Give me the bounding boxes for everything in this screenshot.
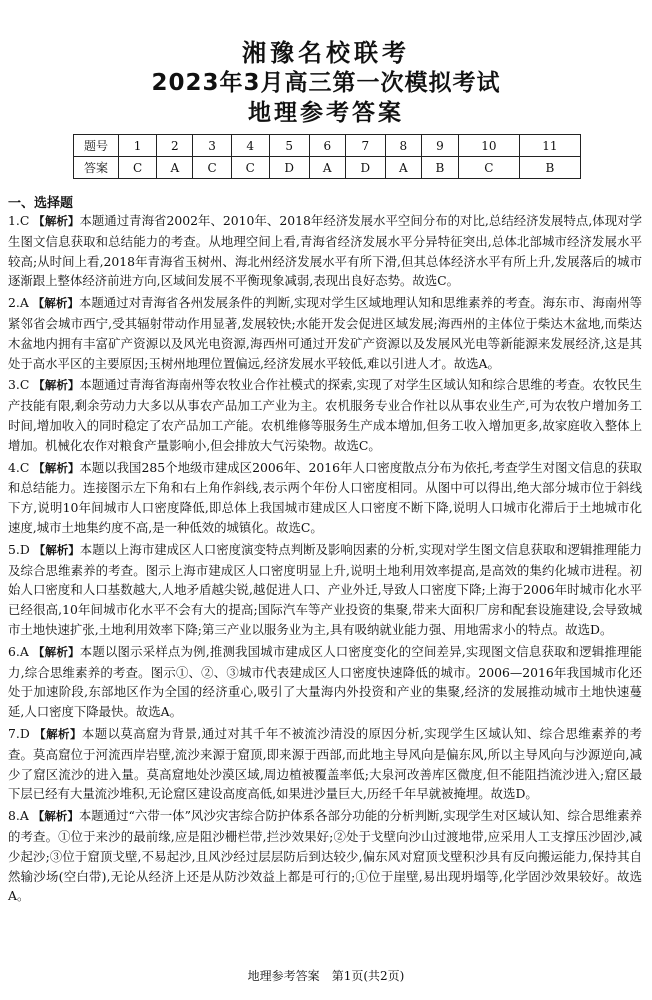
analysis-tag: 【解析】 [33, 378, 80, 393]
analysis-tag: 【解析】 [33, 214, 80, 228]
item-number: 3.C [8, 377, 30, 393]
explanation-item [8, 642, 642, 722]
question-number-cell: 6 [309, 135, 345, 157]
question-number-cell: 10 [458, 135, 519, 157]
answer-cell: D [269, 157, 309, 179]
analysis-tag: 【解析】 [34, 726, 82, 741]
answer-cell: A [157, 157, 193, 179]
item-number: 8.A [8, 808, 29, 824]
explanation-item [8, 375, 642, 455]
analysis-tag: 【解析】 [32, 644, 80, 659]
analysis-tag: 【解析】 [33, 460, 80, 475]
explanation-item [8, 540, 642, 640]
item-number: 6.A [8, 643, 29, 659]
item-number: 2.A [8, 295, 29, 311]
explanation-list [8, 211, 642, 908]
answer-cell: A [309, 157, 345, 179]
document-header [0, 38, 652, 128]
item-number: 4.C [8, 459, 30, 475]
answer-cell: B [421, 157, 458, 179]
item-text: 本题以图示采样点为例,推测我国城市建成区人口密度变化的空间差异,实现图文信息获取和逻辑推理能力,综合思维素养的考查。图示①、②、③城市代表建成区人口密度快速降低的城市。2006—2016年我国城市化还处于加速阶段,东部地区作为全国的经济重心,吸引了大量海内外投资和产业的集聚,经济的发展推动城市土地快速蔓延,人口密度下降最快。故选A。 [8, 643, 642, 720]
explanation-item [8, 806, 642, 906]
question-number-cell: 4 [231, 135, 269, 157]
question-number-row [74, 135, 581, 157]
question-number-cell: 8 [385, 135, 421, 157]
answer-cell: C [119, 157, 157, 179]
footer-page-number: 第1页(共2页) [331, 969, 405, 983]
answer-table [73, 134, 581, 179]
item-text: 本题以我国285个地级市建成区2006年、2016年人口密度散点分布为依托,考查学生对图文信息的获取和总结能力。连接图示左下角和右上角作斜线,表示两个年份人口密度相同。从图中可以得出,绝大部分城市位于斜线下方,说明10年间城市人口密度降低,即总体上我国城市建成区人口密度不断下降,说明人口城市化滞后于土地城市化速度,城市土地集约度不高,是一种低效的城镇化。故选C。 [8, 459, 642, 535]
section-title: 一、选择题 [8, 196, 74, 211]
exam-name-title: 2023年3月高三第一次模拟考试 [151, 70, 501, 96]
question-number-cell: 9 [421, 135, 458, 157]
analysis-tag: 【解析】 [32, 809, 79, 824]
answer-cell: D [345, 157, 385, 179]
item-text: 本题通过青海省2002年、2010年、2018年经济发展水平空间分布的对比,总结经济发展特点,体现对学生图文信息获取和总结能力的考查。从地理空间上看,青海省经济发展水平分异特征突出,总体北部城市经济发展水平较高;从时间上看,2018年青海省玉树州、海北州经济发展水平有所下滑,但其总体经济水平有所上升,发展落后的城市逐渐跟上整体经济前进方向,区域间发展不平衡现象减弱,表现出良好态势。故选C。 [8, 213, 642, 289]
question-number-cell: 1 [119, 135, 157, 157]
analysis-tag: 【解析】 [33, 542, 80, 557]
explanation-item [8, 211, 642, 291]
item-number: 5.D [8, 541, 30, 557]
answer-label: 答案 [74, 157, 119, 179]
question-number-cell: 2 [157, 135, 193, 157]
item-text: 本题以莫高窟为背景,通过对其千年不被流沙清没的原因分析,实现学生区域认知、综合思维素养的考查。莫高窟位于河流西岸岩壁,流沙来源于窟顶,即来源于西部,而此地主导风向是偏东风,所以主导风向与沙源逆向,减少了窟区流沙的进入量。莫高窟地处沙漠区域,周边植被覆盖率低;大泉河改善库区微度,但不能阻挡流沙进入;窟区最下层已经有大量流沙堆积,无论窟区建设高度高低,如果进沙量巨大,历经千年早就被掩埋。故选D。 [8, 725, 642, 802]
answer-cell: C [193, 157, 231, 179]
explanation-item [8, 724, 642, 804]
answer-cell: A [385, 157, 421, 179]
explanation-item [8, 293, 642, 373]
question-number-cell: 11 [519, 135, 580, 157]
page-footer [0, 967, 652, 984]
answer-cell: C [458, 157, 519, 179]
answer-cell: B [519, 157, 580, 179]
item-text: 本题通过“六带一体”风沙灾害综合防护体系各部分功能的分析判断,实现学生对区域认知、综合思维素养的考查。①位于来沙的最前缘,应是阻沙栅栏带,拦沙效果好;②处于戈壁向沙山过渡地带,应采用人工支撑压沙固沙,减少起沙;③位于窟顶戈壁,不易起沙,且风沙经过层层防后到达较少,偏东风对窟顶戈壁积沙具有反向搬运能力,保持其自然输沙场(空白带),无论从经济上还是从防沙效益上都是可行的;①位于崖壁,易出现坍塌等,化学固沙效果较好。故选A。 [8, 808, 642, 904]
item-number: 1.C [8, 213, 30, 228]
item-number: 7.D [8, 725, 30, 741]
question-number-label: 题号 [74, 135, 119, 157]
analysis-tag: 【解析】 [32, 296, 79, 311]
exam-union-title: 湘豫名校联考 [242, 39, 410, 67]
item-text: 本题通过青海省海南州等农牧业合作社模式的探索,实现了对学生区域认知和综合思维的考查。农牧民生产技能有限,剩余劳动力大多以从事农产品加工产业为主。农机服务专业合作社以从事农业生产,可为农牧户增加务工时间,增加收入的同时稳定了农产品加工产能。农机维修等服务生产成本增加,但务工收入增加更多,故家庭收入整体上增加。机械化农作对粮食产量影响小,但会排放大气污染物。故选C。 [8, 377, 642, 453]
item-text: 本题以上海市建成区人口密度演变特点判断及影响因素的分析,实现对学生图文信息获取和逻辑推理能力及综合思维素养的考查。图示上海市建成区人口密度明显上升,说明土地利用效率提高,是高效的集约化城市进程。初始人口密度和人口基数越大,人地矛盾越尖锐,越促进人口、产业外迁,导致人口密度下降;上海于2006年时城市化水平已经很高,10年间城市化水平不会有大的提高;国际汽车等产业投资的集聚,带来大面积厂房和配套设施建设,会导致城市土地快速扩张,土地利用效率下降;第三产业以服务业为主,具有吸纳就业能力强、用地需求小的特点。故选D。 [8, 541, 642, 637]
item-text: 本题通过对青海省各州发展条件的判断,实现对学生区域地理认知和思维素养的考查。海东市、海南州等紧邻省会城市西宁,受其辐射带动作用显著,发展较快;水能开发会促进区域发展;海西州的主体位于柴达木盆地,而柴达木盆地内拥有丰富矿产资源以及风光电资源,海西州可通过开发矿产资源以及发展风光电等新能源来发展经济,这是其处于高水平区的主要原因;玉树州地理位置偏远,经济发展水平较低,难以引进人才。故选A。 [8, 295, 642, 371]
answer-row [74, 157, 581, 179]
footer-subject: 地理参考答案 [247, 969, 320, 983]
question-number-cell: 7 [345, 135, 385, 157]
answer-cell: C [231, 157, 269, 179]
answer-key-title: 地理参考答案 [248, 100, 404, 126]
explanation-item [8, 458, 642, 538]
question-number-cell: 3 [193, 135, 231, 157]
question-number-cell: 5 [269, 135, 309, 157]
